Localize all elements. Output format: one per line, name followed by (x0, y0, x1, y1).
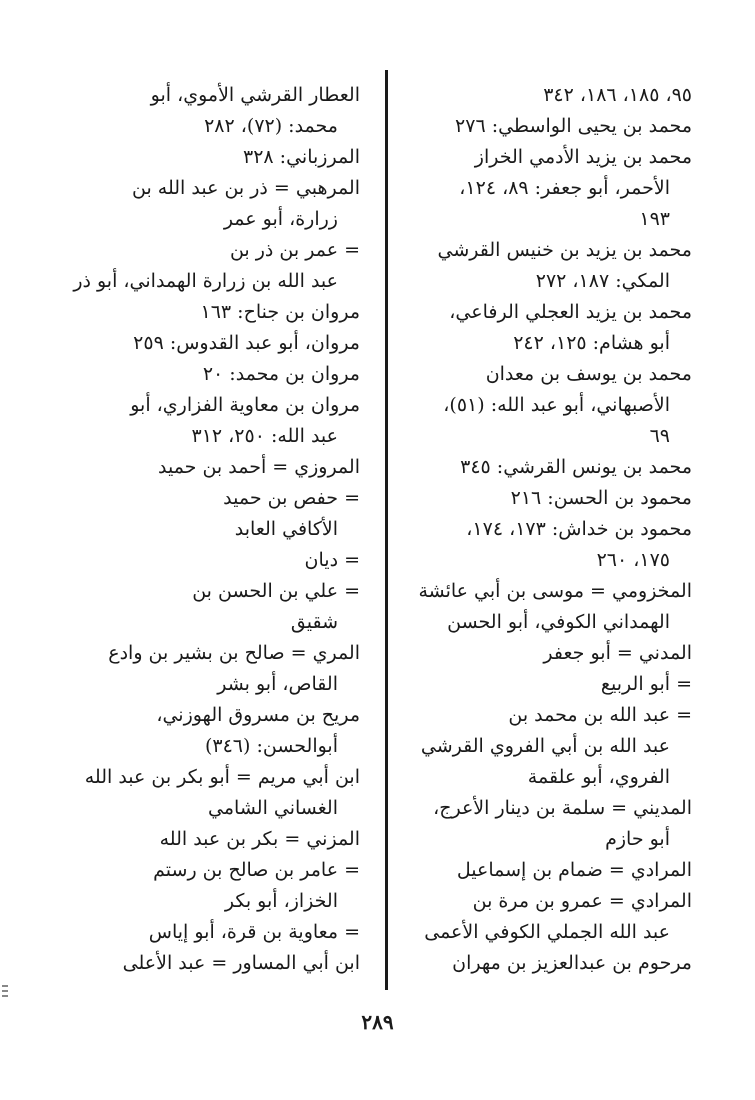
index-entry (70, 173, 360, 235)
index-entry (402, 235, 692, 297)
index-entry-line: مروان، أبو عبد القدوس: ٢٥٩ (133, 332, 360, 354)
index-entry-line: مروان بن محمد: ٢٠ (202, 363, 360, 385)
index-entry (70, 948, 360, 979)
index-entry-line: الفروي، أبو علقمة (527, 766, 670, 788)
index-entry-line: المدني = أبو جعفر (543, 642, 692, 664)
index-entry-line: عبد الله الجملي الكوفي الأعمى (424, 921, 670, 943)
index-entry-line: محمد بن يزيد بن خنيس القرشي (437, 239, 692, 261)
index-entry (402, 576, 692, 638)
index-entry-line: محمود بن خداش: ١٧٣، ١٧٤، (466, 518, 692, 540)
index-entry (70, 142, 360, 173)
index-entry-line: محمد بن يوسف بن معدان (485, 363, 692, 385)
index-entry-line: محمد بن يحيى الواسطي: ٢٧٦ (455, 115, 692, 137)
index-entry-line: محمد بن يزيد العجلي الرفاعي، (449, 301, 692, 323)
index-entry (70, 359, 360, 390)
index-entry (402, 793, 692, 855)
index-entry-line: ١٩٣ (639, 208, 670, 230)
index-entry-line: عبد الله بن أبي الفروي القرشي (420, 735, 670, 757)
index-entry (402, 142, 692, 235)
index-entry-line: مروان بن جناح: ١٦٣ (200, 301, 360, 323)
index-entry (70, 700, 360, 762)
index-entry (70, 297, 360, 328)
index-entry-line: مرحوم بن عبدالعزيز بن مهران (452, 952, 692, 974)
index-entry-line: المرهبي = ذر بن عبد الله بن (131, 177, 360, 199)
index-entry (402, 948, 692, 979)
index-entry-line: محمد: (٧٢)، ٢٨٢ (204, 115, 338, 137)
index-entry-line: القاص، أبو بشر (217, 673, 338, 695)
index-entry-line: = حفص بن حميد (223, 487, 360, 509)
index-entry-line: شقيق (290, 611, 338, 633)
index-entry (70, 483, 360, 545)
index-entry-line: = عامر بن صالح بن رستم (153, 859, 360, 881)
index-entry-line: المرزباني: ٣٢٨ (243, 146, 360, 168)
index-entry-line: المري = صالح بن بشير بن وادع (108, 642, 360, 664)
index-entry-line: ٦٩ (649, 425, 670, 447)
index-entry-line: المرادي = ضمام بن إسماعيل (456, 859, 692, 881)
index-column-right (402, 80, 692, 979)
index-entry-line: عبد الله بن زرارة الهمداني، أبو ذر (73, 270, 338, 292)
index-entry-line: = ديان (304, 549, 360, 571)
index-entry-line: = معاوية بن قرة، أبو إياس (148, 921, 360, 943)
index-entry-line: المديني = سلمة بن دينار الأعرج، (433, 797, 692, 819)
index-entry-line: المخزومي = موسى بن أبي عائشة (418, 580, 692, 602)
index-entry-line: ابن أبي مريم = أبو بكر بن عبد الله (84, 766, 360, 788)
index-entry-line: ابن أبي المساور = عبد الأعلى (122, 952, 360, 974)
index-entry-line: المزني = بكر بن عبد الله (159, 828, 360, 850)
index-entry (70, 917, 360, 948)
index-entry-line: محمد بن يزيد الأدمي الخراز (474, 146, 692, 168)
index-entry-line: الأكافي العابد (234, 518, 338, 540)
index-entry (70, 762, 360, 824)
index-entry-line: ٩٥، ١٨٥، ١٨٦، ٣٤٢ (543, 84, 692, 106)
index-entry (402, 483, 692, 514)
index-entry (402, 855, 692, 886)
index-entry (402, 700, 692, 793)
index-entry-line: = علي بن الحسن بن (192, 580, 360, 602)
index-entry (70, 452, 360, 483)
index-entry-line: أبو حازم (605, 828, 670, 850)
index-entry-line: زرارة، أبو عمر (223, 208, 338, 230)
index-entry (402, 452, 692, 483)
index-entry (70, 638, 360, 700)
page-number: ٢٨٩ (361, 1010, 394, 1034)
index-entry-line: الخزاز، أبو بكر (224, 890, 338, 912)
index-entry-line: المرادي = عمرو بن مرة بن (472, 890, 692, 912)
index-entry (402, 297, 692, 359)
index-entry (402, 669, 692, 700)
index-entry-line: = أبو الربيع (600, 673, 692, 695)
index-entry-line: مريح بن مسروق الهوزني، (156, 704, 360, 726)
index-entry (402, 111, 692, 142)
index-entry (402, 638, 692, 669)
index-entry-line: المكي: ١٨٧، ٢٧٢ (535, 270, 670, 292)
index-column-left (70, 80, 360, 979)
index-entry-line: المروزي = أحمد بن حميد (157, 456, 360, 478)
index-entry-line: الغساني الشامي (208, 797, 338, 819)
margin-mark (2, 985, 8, 1005)
index-entry-line: الهمداني الكوفي، أبو الحسن (447, 611, 670, 633)
index-entry-line: أبوالحسن: (٣٤٦) (204, 735, 338, 757)
index-entry-line: محمود بن الحسن: ٢١٦ (510, 487, 692, 509)
index-entry-line: الأحمر، أبو جعفر: ٨٩، ١٢٤، (459, 177, 670, 199)
index-entry-line: = عمر بن ذر بن (229, 239, 360, 261)
index-entry (70, 328, 360, 359)
index-entry-line: الأصبهاني، أبو عبد الله: (٥١)، (443, 394, 670, 416)
index-entry (70, 235, 360, 297)
index-entry-line: ١٧٥، ٢٦٠ (596, 549, 670, 571)
index-entry (70, 545, 360, 576)
index-entry (70, 855, 360, 917)
index-entry-line: العطار القرشي الأموي، أبو (150, 84, 360, 106)
index-entry (402, 514, 692, 576)
index-entry (70, 80, 360, 142)
index-entry (402, 359, 692, 452)
index-entry (402, 80, 692, 111)
index-entry (70, 824, 360, 855)
index-entry (70, 390, 360, 452)
index-entry-line: عبد الله: ٢٥٠، ٣١٢ (191, 425, 338, 447)
index-entry-line: محمد بن يونس القرشي: ٣٤٥ (460, 456, 692, 478)
index-entry (402, 886, 692, 948)
index-entry-line: أبو هشام: ١٢٥، ٢٤٢ (513, 332, 670, 354)
index-entry-line: مروان بن معاوية الفزاري، أبو (130, 394, 360, 416)
column-divider (385, 70, 388, 990)
index-entry-line: = عبد الله بن محمد بن (508, 704, 692, 726)
index-entry (70, 576, 360, 638)
